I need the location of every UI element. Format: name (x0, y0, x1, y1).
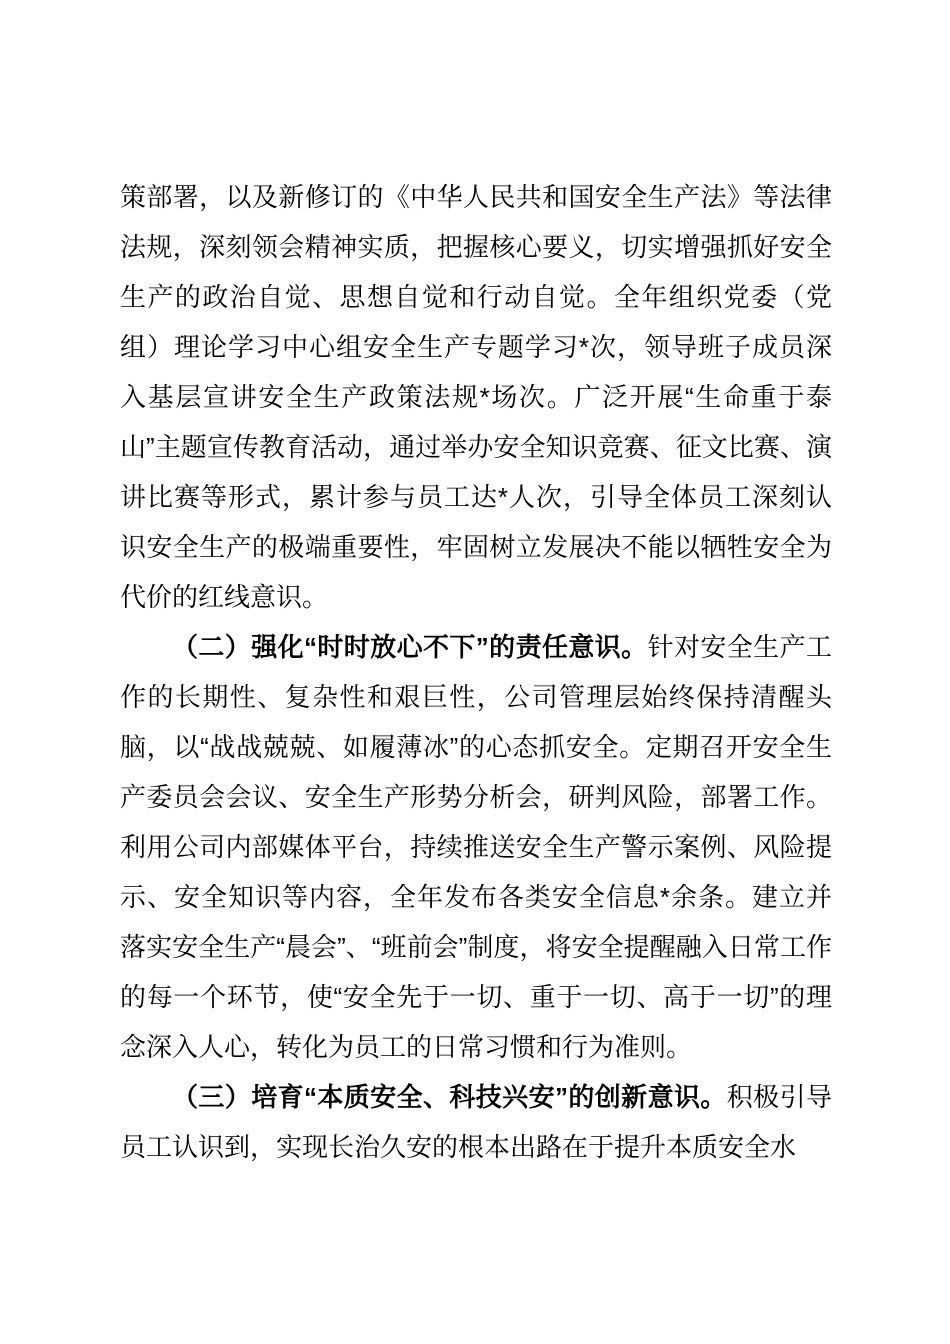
section-two-text: 针对安全生产工作的长期性、复杂性和艰巨性，公司管理层始终保持清醒头脑，以“战战兢兢、如履薄冰”的心态抓安全。定期召开安全生产委员会会议、安全生产形势分析会，研判风险，部署工作。利用公司内部媒体平台，持续推送安全生产警示案例、风险提示、安全知识等内容，全年发布各类安全信息*余条。建立并落实安全生产“晨会”、“班前会”制度，将安全提醒融入日常工作的每一个环节，使“安全先于一切、重于一切、高于一切”的理念深入人心，转化为员工的日常习惯和行为准则。 (120, 632, 832, 1062)
paragraph-section-two (120, 622, 832, 1072)
paragraph-continuation-text: 策部署，以及新修订的《中华人民共和国安全生产法》等法律法规，深刻领会精神实质，把握核心要义，切实增强抓好安全生产的政治自觉、思想自觉和行动自觉。全年组织党委（党组）理论学习中心组安全生产专题学习*次，领导班子成员深入基层宣讲安全生产政策法规*场次。广泛开展“生命重于泰山”主题宣传教育活动，通过举办安全知识竞赛、征文比赛、演讲比赛等形式，累计参与员工达*人次，引导全体员工深刻认识安全生产的极端重要性，牢固树立发展决不能以牺牲安全为代价的红线意识。 (120, 182, 832, 612)
section-two-heading: （二）强化“时时放心不下”的责任意识。 (172, 632, 648, 662)
section-three-heading: （三）培育“本质安全、科技兴安”的创新意识。 (172, 1082, 727, 1112)
paragraph-continuation (120, 172, 832, 622)
paragraph-section-three (120, 1072, 832, 1172)
section-three-text: 积极引导员工认识到，实现长治久安的根本出路在于提升本质安全水 (120, 1082, 832, 1162)
